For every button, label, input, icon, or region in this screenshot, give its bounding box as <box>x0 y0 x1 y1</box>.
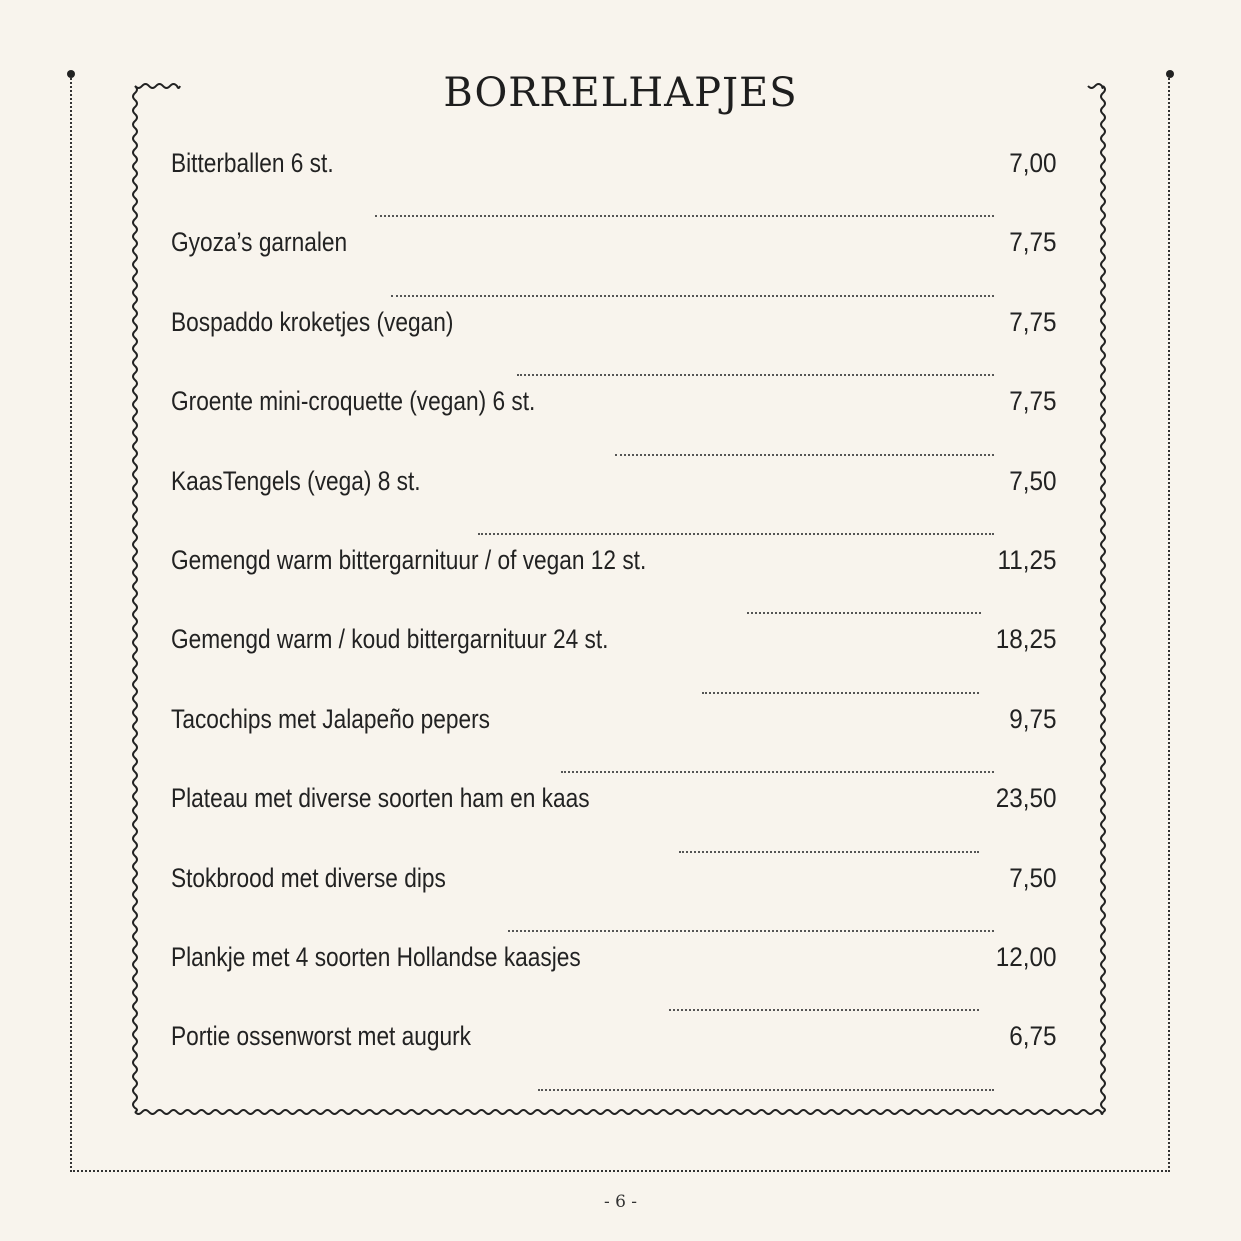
menu-item-price: 12,00 <box>996 941 1057 972</box>
menu-item-price: 7,50 <box>1009 862 1057 893</box>
dot-leader <box>747 612 982 614</box>
menu-item-name: Groente mini-croquette (vegan) 6 st. <box>171 386 536 417</box>
menu-item-price: 7,75 <box>1009 227 1057 258</box>
dot-leader <box>508 930 994 932</box>
menu-list <box>171 148 1057 1101</box>
page-title: BORRELHAPJES <box>443 70 798 116</box>
menu-item-price: 7,50 <box>1009 465 1057 496</box>
dot-leader <box>561 771 995 773</box>
menu-item-price: 23,50 <box>996 783 1057 814</box>
menu-item <box>171 942 1057 1021</box>
menu-item <box>171 386 1057 465</box>
page-number: - 6 - <box>603 1192 638 1212</box>
menu-item-name: KaasTengels (vega) 8 st. <box>171 465 421 496</box>
dot-leader <box>478 533 994 535</box>
dot-leader <box>391 295 995 297</box>
menu-item <box>171 545 1057 624</box>
dot-leader <box>375 215 995 217</box>
menu-item-price: 18,25 <box>996 624 1057 655</box>
dot-leader <box>702 692 980 694</box>
menu-item <box>171 783 1057 862</box>
menu-item <box>171 466 1057 545</box>
dot-leader <box>679 851 979 853</box>
menu-item-name: Stokbrood met diverse dips <box>171 862 446 893</box>
dot-leader <box>669 1009 980 1011</box>
menu-item-name: Gyoza’s garnalen <box>171 227 348 258</box>
menu-item-name: Bospaddo kroketjes (vegan) <box>171 306 454 337</box>
menu-item <box>171 148 1057 227</box>
menu-item-name: Tacochips met Jalapeño pepers <box>171 703 490 734</box>
menu-item-name: Bitterballen 6 st. <box>171 148 334 178</box>
menu-item-price: 7,75 <box>1009 306 1057 337</box>
menu-item-price: 7,00 <box>1009 148 1057 178</box>
menu-item-price: 7,75 <box>1009 386 1057 417</box>
menu-item-price: 9,75 <box>1009 703 1057 734</box>
menu-item-name: Plateau met diverse soorten ham en kaas <box>171 783 590 814</box>
menu-item <box>171 624 1057 703</box>
menu-item-name: Plankje met 4 soorten Hollandse kaasjes <box>171 941 581 972</box>
menu-item-price: 11,25 <box>997 544 1057 575</box>
dot-leader <box>538 1089 994 1091</box>
menu-item <box>171 227 1057 306</box>
menu-item-name: Gemengd warm / koud bittergarnituur 24 st. <box>171 624 609 655</box>
menu-item-name: Gemengd warm bittergarnituur / of vegan 12 st. <box>171 544 647 575</box>
menu-item <box>171 307 1057 386</box>
menu-item <box>171 863 1057 942</box>
menu-item-price: 6,75 <box>1009 1021 1057 1052</box>
dot-leader <box>517 374 994 376</box>
menu-item <box>171 1021 1057 1100</box>
menu-item-name: Portie ossenworst met augurk <box>171 1021 472 1052</box>
dot-leader <box>615 454 995 456</box>
menu-item <box>171 704 1057 783</box>
